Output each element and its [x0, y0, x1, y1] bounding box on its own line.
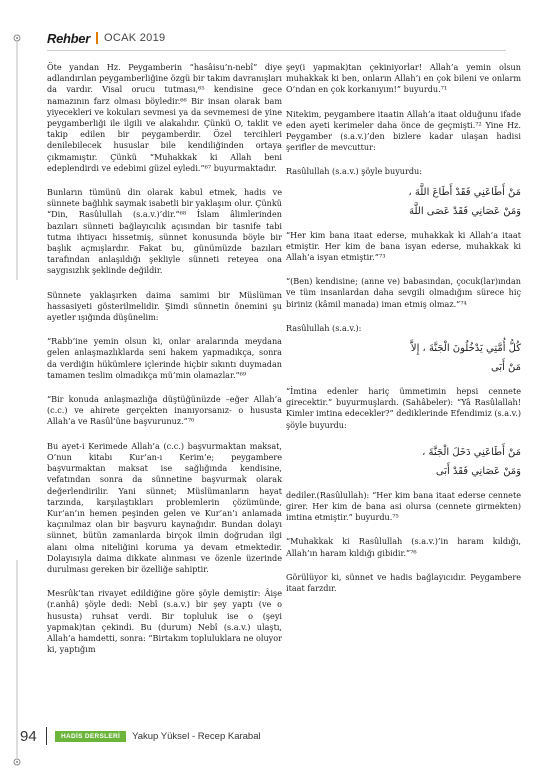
paragraph: Nitekim, peygambere itaatin Allah’a itaat olduğunu ifade eden ayeti kerimeler daha önce de geçmişti.⁷² Yine Hz. Peygamber (s.a.v.)’den bizlere kadar ulaşan hadisi şerifler de mevcuttur: — [286, 108, 521, 153]
section-badge: HADİS DERSLERİ — [55, 731, 126, 742]
quote-paragraph: “Her kim bana itaat ederse, muhakkak ki Allah’a itaat etmiştir. Her kim de bana isyan ederse, muhakkak ki Allah’a isyan etmiştir.”⁷³ — [286, 229, 521, 263]
footer-separator — [46, 727, 47, 745]
paragraph: dediler.(Rasûlullah): “Her kim bana itaat ederse cennete girer. Her kim de bana asi olursa (cennete girmekten) imtina etmiştir.” buyurdu.⁷⁵ — [286, 489, 521, 523]
top-left-ornament — [8, 30, 26, 280]
hadith-intro: Rasûlullah (s.a.v.) şöyle buyurdu: — [286, 166, 422, 177]
right-column — [286, 62, 521, 607]
quote-paragraph: “Rabb’ine yemin olsun ki, onlar aralarında meydana gelen anlaşmazlıklarda seni hakem yapmadıkça, sonra da verdiğin hükümlere içlerinde hiçbir sıkıntı duymadan tamamen teslim olmadıkça mü’min olamazlar.”⁶⁹ — [47, 336, 282, 380]
quote-paragraph: “İmtina edenler hariç ümmetimin hepsi cennete girecektir.” buyurmuşlardı. (Sahâbeler): “Yâ Rasûlallah! Kimler imtina edecekler?” dediklerinde Efendimiz (s.a.v.) şöyle buyurdu: — [286, 386, 521, 430]
issue-date: OCAK 2019 — [104, 32, 166, 44]
header-rule — [47, 50, 506, 51]
paragraph: Sünnete yaklaşırken daima samimi bir Müslüman hassasiyeti gösterilmelidir. Şimdi sünnetin önemini şu ayetler ışığında düşünelim: — [47, 289, 282, 323]
arabic-hadith-1 — [286, 184, 521, 220]
header-separator — [96, 32, 98, 44]
brand-logo: Rehber — [47, 30, 90, 46]
arabic-line: مَنْ أَطَاعَنِي فَقَدْ أَطَاعَ اللَّهَ ، — [408, 186, 521, 198]
paragraph: Bunların tümünü din olarak kabul etmek, hadis ve sünnete bağlılık saymak isabetli bir yaklaşım olur. Çünkü “Din, Rasûlullah (s.a.v.)’dir.”⁶⁸ İslam âlimlerinden bazıları sünneti bağlayıcılık açısından bir tasnife tabi tutma ihtiyacı hissetmiş, sünnet konusunda böyle bir başlık açmışlardır. Fakat bu, günümüzde bazıları tarafından anlaşıldığı şekliyle sünneti reteyea ona saygısızlık şeklinde değildir. — [47, 187, 282, 276]
left-column — [47, 62, 282, 668]
arabic-hadith-3 — [286, 444, 521, 480]
quote-paragraph: “(Ben) kendisine; (anne ve) babasından, çocuk(lar)ından ve tüm insanlardan daha sevgili olmadığım sürece hiç biriniz (kâmil manada) iman etmiş olmaz.”⁷⁴ — [286, 276, 521, 309]
quote-paragraph: “Bir konuda anlaşmazlığa düştüğünüzde –eğer Allah’a (c.c.) ve ahirete gerçekten inanıyorsanız- o hususta Allah’a ve Rasûl’üne başvurunuz.”⁷⁰ — [47, 394, 282, 427]
footer-authors: Yakup Yüksel - Recep Karabal — [132, 730, 261, 742]
paragraph: Öte yandan Hz. Peygamberin “hasâisu’n-nebî” diye adlandırılan peygamberliğine özgü bir takım davranışları da vardır. Visal orucu tutması,⁶⁵ kendisine gece namazının farz olması böyledir.⁶⁶ Bir insan olarak bam yiyecekleri ve kokuları sevmesi ya da sevmemesi de yine peygamberliği ile ilgili ve alakalıdır. Çünkü O, taklit ve takip edilen bir peygamberdir. Özel tercihleri denilebilecek hususlar bile kendiliğinden ortaya çıkmamıştır. Çünkü “Muhakkak ki Allah beni edeplendirdi ve edebimi güzel eyledi.”⁶⁷ buyurmaktadır. — [47, 62, 282, 173]
page-header — [47, 30, 165, 46]
arabic-hadith-2 — [286, 340, 521, 376]
arabic-line: وَمَنْ عَصَانِي فَقَدْ عَصَى اللَّهَ — [409, 205, 521, 217]
paragraph: Mesrûk’tan rivayet edildiğine göre şöyle demiştir: Âişe (r.anhâ) şöyle dedi: Nebî (s.a.v.) bir şey yaptı (ve o hususta) ruhsat verdi. Bir topluluk ise o (şeyi yapmak)tan çekindi. Bu (durum) Nebî (s.a.v.) ulaştı, Allah’a hamdetti, sonra: “Birtakım topluluklara ne oluyor ki, yaptığım — [47, 588, 282, 655]
page-number: 94 — [20, 727, 37, 745]
arabic-line: وَمَنْ عَصَانِي فَقَدْ أَبَى — [435, 465, 521, 477]
arabic-line: كُلُّ أُمَّتِي يَدْخُلُونَ الْجَنَّةَ ، إِلاَّ — [410, 343, 521, 355]
arabic-line: مَنْ أَطَاعَنِي دَخَلَ الْجَنَّةَ ، — [422, 446, 521, 458]
quote-paragraph: “Muhakkak ki Rasûlullah (s.a.v.)’in haram kıldığı, Allah’ın haram kıldığı gibidir.”⁷⁶ — [286, 536, 521, 558]
hadith-intro: Rasûlullah (s.a.v.): — [286, 322, 362, 333]
paragraph: şey(i yapmak)tan çekiniyorlar! Allah’a yemin olsun muhakkak ki ben, onların Allah’ı en çok bileni ve onlarm O’ndan en çok korkanıyım!” buyurdu.⁷¹ — [286, 62, 521, 95]
arabic-line: مَنْ أَبَى — [490, 362, 521, 374]
page-footer — [20, 726, 533, 746]
paragraph: Bu ayet-i Kerimede Allah’a (c.c.) başvurmaktan maksat, O’nun kitabı Kur’an-ı Kerim’e; peygambere başvurmaktan maksat ise sağlığında kendisine, vefatından sonra da sünnetine başvurmak olarak değerlendirilir. Yani sünnet; Müslümanların hayat tarzında, karşılaştıkları problemlerin çözümünde, Kur’an’ın hemen peşinden gelen ve Kur’an’ı anlamada kaçınılmaz olan bir başvuru kaynağıdır. Bundan dolayı sünnet, bütün zamanlarda birçok ilmin doğrudan ilgi alanı olma niteliğini koruma ya devam etmektedir. Dolayısıyla daima dikkate alınması ve özenle üzerinde durulması gereken bir özelliğe sahiptir. — [47, 440, 282, 574]
paragraph: Görülüyor ki, sünnet ve hadis bağlayıcıdır. Peygambere itaat farzdır. — [286, 571, 521, 594]
